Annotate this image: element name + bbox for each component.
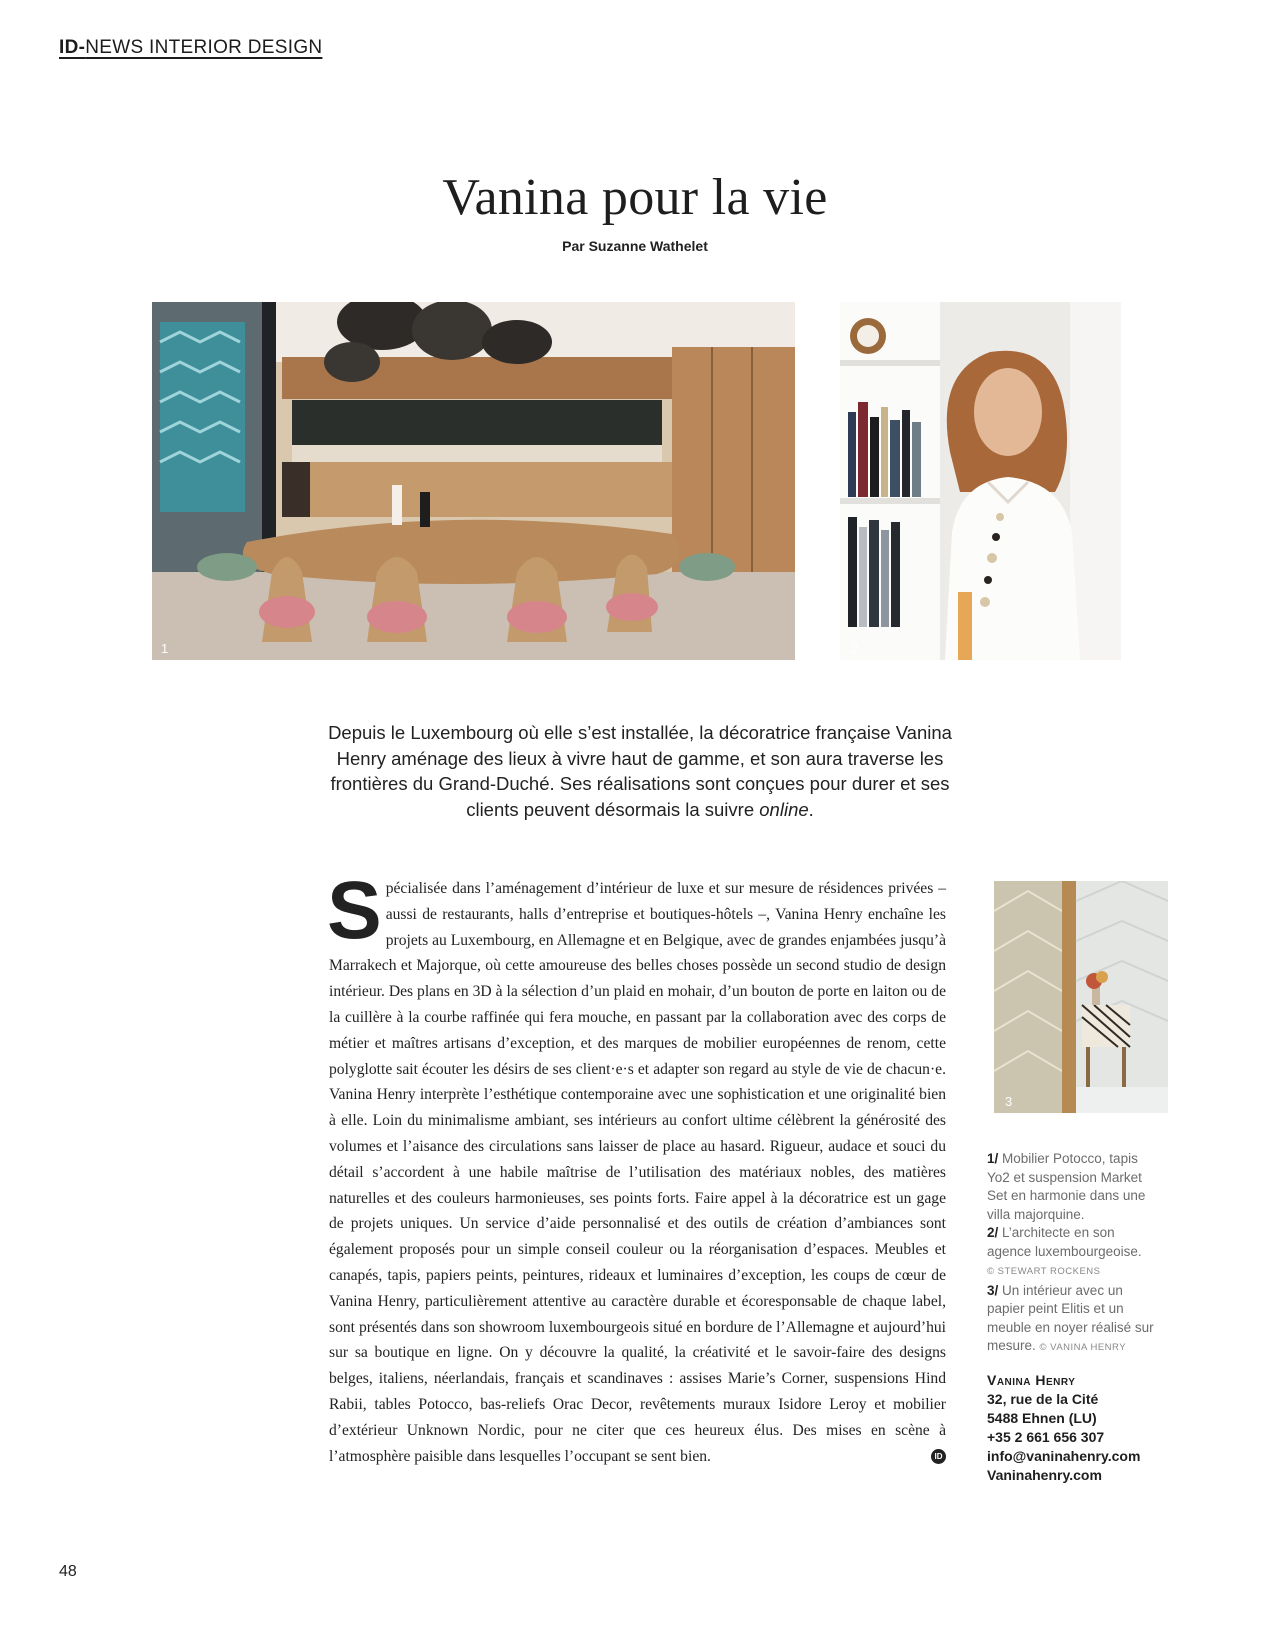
body-text: pécialisée dans l’aménagement d’intérieur de luxe et sur mesure de résidences privées – aussi de restaurants, halls d’entreprise et boutiques-hôtels –, Vanina Henry enchaîne les projets au Luxembourg, en Allemagne et en Belgique, avec de grandes enjambées jusqu’à Marrakech et Majorque, où cette amoureuse des belles choses possède un second studio de design intérieur. Des plans en 3D à la sélection d’un plaid en mohair, d’un bouton de porte en laiton ou de la cuillère à la courbe raffinée qui fera mouche, en passant par la collaboration avec des corps de métier et maîtres artisans d’exception, et des marques de mobilier européennes de renom, cette polyglotte sait écouter les désirs de ses client·e·s et adapter son regard au style de vie de chacun·e. Vanina Henry interprète l’esthétique contemporaine avec une sophistication et une originalité bien à elle. Loin du minimalisme ambiant, ses intérieurs au confort ultime célèbrent la générosité des volumes et l’aisance des circulations sans laisser de place au hasard. Rigueur, audace et souci du détail s’accordent à une habile maîtrise de l’utilisation des matériaux nobles, des matières naturelles et des couleurs harmonieuses, ses points forts. Faire appel à la décoratrice est un gage de projets uniques. Un service d’aide personnalisé et des outils de création d’ambiances sont également proposés pour un simple conseil couleur ou la réorganisation d’espaces. Meubles et canapés, tapis, papiers peints, peintures, rideaux et luminaires d’exception, les coups de cœur de Vanina Henry, particulièrement attentive au caractère durable et écoresponsable de chaque label, sont présentés dans son showroom luxembourgeois situé en bordure de l’Allemagne et aujourd’hui sur sa boutique en ligne. On y découvre la qualité, la créativité et le savoir-faire des designs belges, italiens, néerlandais, français et scandinaves : assises Marie’s Corner, suspensions Hind Rabii, tables Potocco, bas-reliefs Orac Decor, revêtements muraux Isidore Leroy et mobilier d’extérieur Unknown Nordic, pour ne citer que ces heureux élus. Des mises en scène à l’atmosphère paisible dans lesquelles l’occupant se sent bien.	[329, 880, 946, 1465]
contact-city: 5488 Ehnen (LU)	[987, 1410, 1097, 1426]
caption-3	[987, 1282, 1162, 1358]
photo-number: 3	[1005, 1094, 1013, 1109]
article-body	[327, 865, 946, 1469]
portrait-illustration	[840, 302, 1121, 660]
contact-phone[interactable]: +35 2 661 656 307	[987, 1429, 1105, 1445]
caption-text: Mobilier Potocco, tapis Yo2 et suspension Market Set en harmonie dans une villa majorquine.	[987, 1151, 1146, 1222]
contact-email[interactable]: info@vaninahenry.com	[987, 1448, 1141, 1464]
caption-text: Un intérieur avec un papier peint Elitis et un meuble en noyer réalisé sur mesure.	[987, 1282, 1154, 1353]
contact-block	[987, 1371, 1187, 1485]
photo-interior-detail	[994, 881, 1168, 1113]
intro-italic: online	[759, 798, 809, 820]
page-number: 48	[59, 1563, 77, 1580]
contact-website[interactable]: Vaninahenry.com	[987, 1467, 1102, 1483]
photo-dining-kitchen	[152, 302, 795, 660]
caption-number: 1/	[987, 1151, 999, 1166]
photo-credit: © STEWART ROCKENS	[987, 1266, 1101, 1277]
photo-portrait	[840, 302, 1121, 660]
section-label: NEWS INTERIOR DESIGN	[85, 37, 323, 58]
article-intro	[320, 720, 960, 822]
photo-number: 2	[851, 641, 859, 656]
photo-captions	[987, 1150, 1162, 1358]
dining-kitchen-illustration	[152, 302, 795, 660]
intro-end: .	[808, 798, 814, 820]
section-header	[59, 37, 322, 59]
contact-name: Vanina Henry	[987, 1372, 1076, 1388]
end-mark-icon: ID	[931, 1449, 946, 1464]
caption-text: L’architecte en son agence luxembourgeoise.	[987, 1225, 1142, 1259]
caption-number: 2/	[987, 1225, 999, 1240]
intro-text: Depuis le Luxembourg où elle s’est installée, la décoratrice française Vanina Henry aménage des lieux à vivre haut de gamme, et son aura traverse les frontières du Grand-Duché. Ses réalisations sont conçues pour durer et ses clients peuvent désormais la suivre	[328, 722, 952, 820]
article-byline: Par Suzanne Wathelet	[562, 238, 708, 254]
interior-detail-illustration	[994, 881, 1168, 1113]
photo-number: 1	[161, 641, 169, 656]
caption-number: 3/	[987, 1282, 999, 1298]
article-title: Vanina pour la vie	[442, 169, 828, 226]
contact-street: 32, rue de la Cité	[987, 1391, 1099, 1407]
drop-cap: S	[327, 865, 382, 956]
caption-1	[987, 1150, 1162, 1224]
brand-label: ID-	[59, 37, 86, 58]
caption-2	[987, 1224, 1162, 1282]
photo-credit: © VANINA HENRY	[1039, 1342, 1127, 1353]
